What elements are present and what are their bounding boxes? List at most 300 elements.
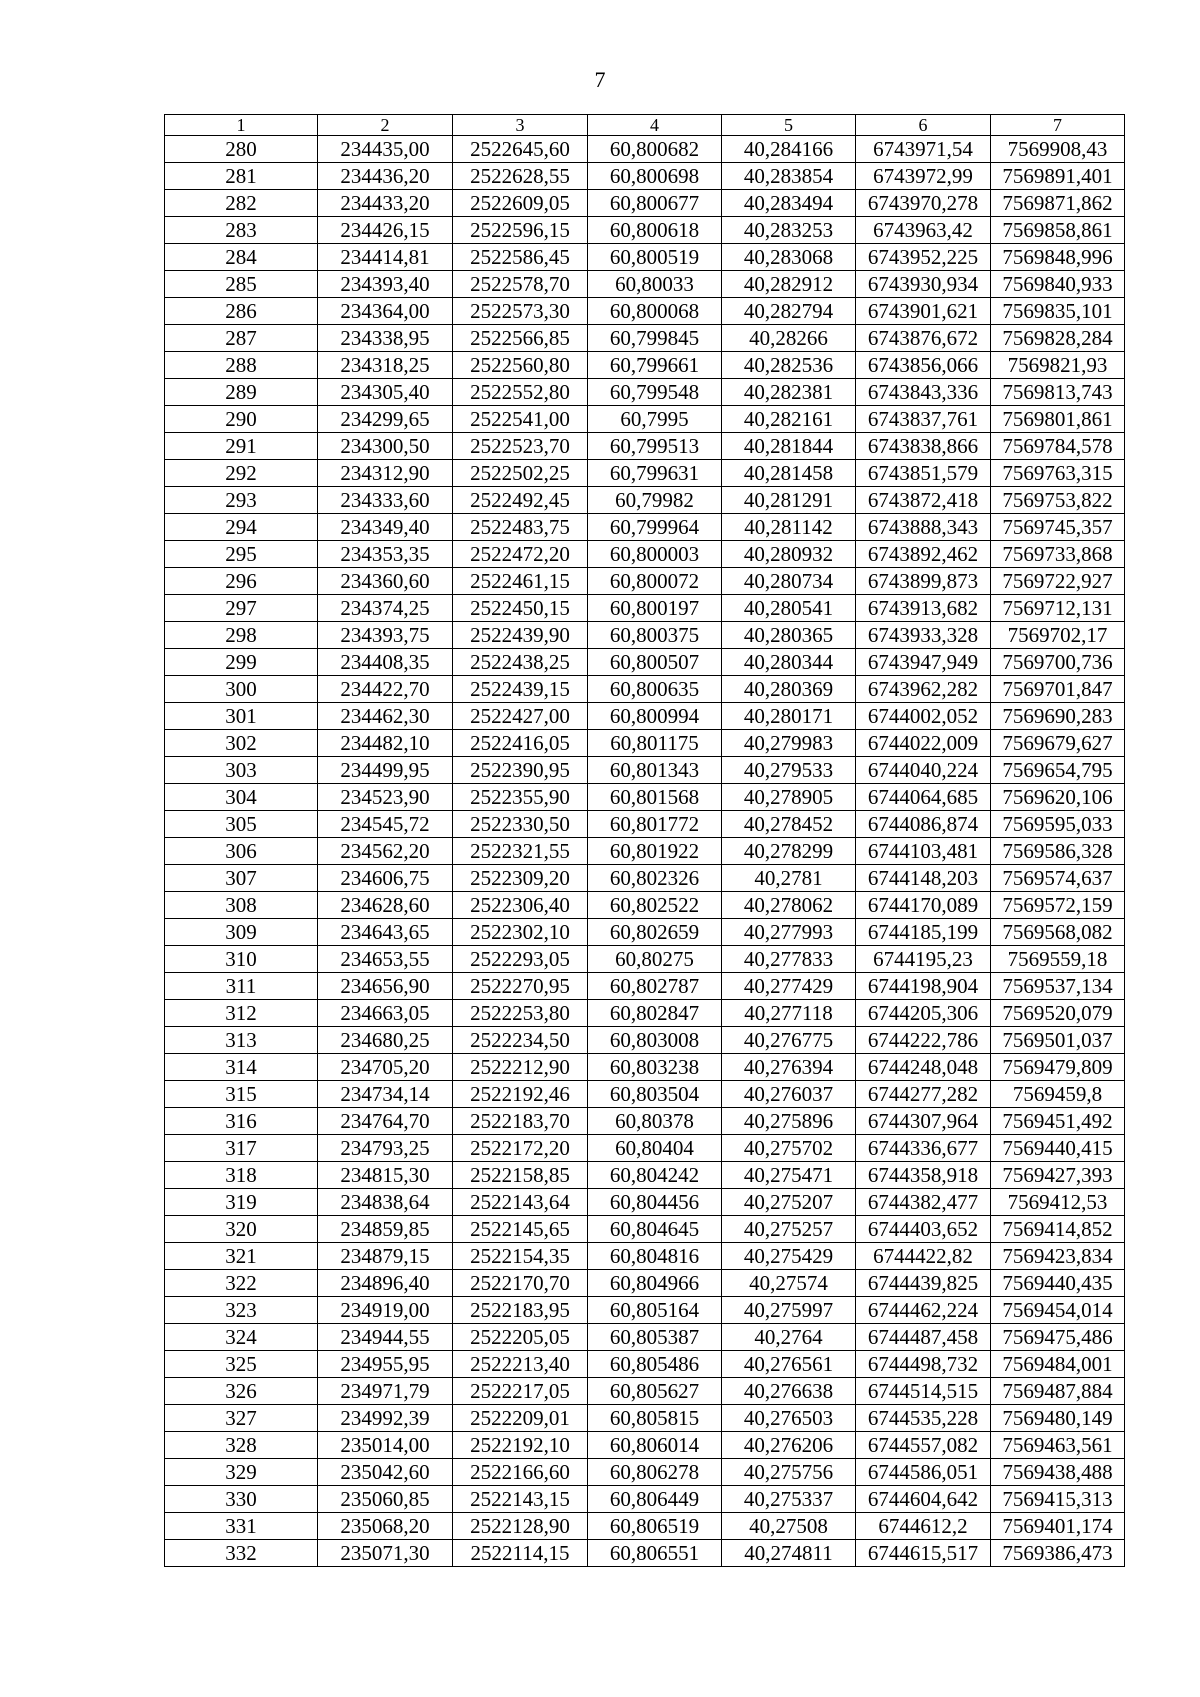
table-cell-col-6: 6744358,918 <box>856 1162 991 1189</box>
table-cell-col-6: 6743901,621 <box>856 298 991 325</box>
table-cell-col-1: 300 <box>165 676 318 703</box>
table-cell-col-1: 321 <box>165 1243 318 1270</box>
table-cell-col-7: 7569440,435 <box>991 1270 1125 1297</box>
table-cell-col-6: 6744557,082 <box>856 1432 991 1459</box>
table-cell-col-1: 308 <box>165 892 318 919</box>
table-cell-col-1: 327 <box>165 1405 318 1432</box>
table-cell-col-5: 40,275702 <box>722 1135 856 1162</box>
table-cell-col-2: 234793,25 <box>318 1135 453 1162</box>
table-cell-col-7: 7569475,486 <box>991 1324 1125 1351</box>
table-cell-col-5: 40,275756 <box>722 1459 856 1486</box>
table-cell-col-5: 40,281844 <box>722 433 856 460</box>
table-cell-col-6: 6743933,328 <box>856 622 991 649</box>
table-cell-col-3: 2522541,00 <box>453 406 588 433</box>
table-cell-col-5: 40,278062 <box>722 892 856 919</box>
table-cell-col-2: 234299,65 <box>318 406 453 433</box>
table-cell-col-1: 301 <box>165 703 318 730</box>
table-cell-col-6: 6744148,203 <box>856 865 991 892</box>
table-cell-col-5: 40,275207 <box>722 1189 856 1216</box>
table-cell-col-2: 235068,20 <box>318 1513 453 1540</box>
table-cell-col-2: 234360,60 <box>318 568 453 595</box>
table-cell-col-4: 60,803008 <box>588 1027 722 1054</box>
table-cell-col-1: 285 <box>165 271 318 298</box>
table-cell-col-7: 7569586,328 <box>991 838 1125 865</box>
table-cell-col-1: 310 <box>165 946 318 973</box>
table-cell-col-5: 40,283068 <box>722 244 856 271</box>
table-cell-col-7: 7569451,492 <box>991 1108 1125 1135</box>
table-cell-col-4: 60,806449 <box>588 1486 722 1513</box>
table-cell-col-3: 2522183,70 <box>453 1108 588 1135</box>
column-header-5: 5 <box>722 115 856 136</box>
table-cell-col-5: 40,275337 <box>722 1486 856 1513</box>
table-cell-col-6: 6744248,048 <box>856 1054 991 1081</box>
table-cell-col-1: 319 <box>165 1189 318 1216</box>
table-cell-col-7: 7569427,393 <box>991 1162 1125 1189</box>
table-cell-col-5: 40,275429 <box>722 1243 856 1270</box>
table-cell-col-5: 40,2764 <box>722 1324 856 1351</box>
table-cell-col-1: 313 <box>165 1027 318 1054</box>
table-cell-col-2: 234435,00 <box>318 136 453 163</box>
table-cell-col-5: 40,281142 <box>722 514 856 541</box>
table-cell-col-3: 2522192,46 <box>453 1081 588 1108</box>
table-cell-col-1: 290 <box>165 406 318 433</box>
table-cell-col-7: 7569454,014 <box>991 1297 1125 1324</box>
table-cell-col-6: 6744462,224 <box>856 1297 991 1324</box>
table-cell-col-6: 6744422,82 <box>856 1243 991 1270</box>
table-cell-col-3: 2522143,15 <box>453 1486 588 1513</box>
column-header-2: 2 <box>318 115 453 136</box>
table-cell-col-3: 2522502,25 <box>453 460 588 487</box>
table-cell-col-4: 60,804242 <box>588 1162 722 1189</box>
table-cell-col-1: 326 <box>165 1378 318 1405</box>
table-cell-col-2: 234815,30 <box>318 1162 453 1189</box>
table-cell-col-5: 40,277118 <box>722 1000 856 1027</box>
table-row <box>165 865 1125 892</box>
table-cell-col-2: 234944,55 <box>318 1324 453 1351</box>
table-row <box>165 487 1125 514</box>
table-row <box>165 784 1125 811</box>
column-header-6: 6 <box>856 115 991 136</box>
column-header-3: 3 <box>453 115 588 136</box>
table-cell-col-6: 6744170,089 <box>856 892 991 919</box>
table-cell-col-4: 60,806519 <box>588 1513 722 1540</box>
table-cell-col-1: 297 <box>165 595 318 622</box>
table-cell-col-5: 40,282912 <box>722 271 856 298</box>
table-row <box>165 892 1125 919</box>
table-cell-col-7: 7569415,313 <box>991 1486 1125 1513</box>
table-cell-col-6: 6743963,42 <box>856 217 991 244</box>
table-cell-col-6: 6744277,282 <box>856 1081 991 1108</box>
column-header-4: 4 <box>588 115 722 136</box>
table-row <box>165 1405 1125 1432</box>
table-cell-col-2: 234353,35 <box>318 541 453 568</box>
table-cell-col-2: 234349,40 <box>318 514 453 541</box>
table-cell-col-5: 40,281458 <box>722 460 856 487</box>
table-header <box>165 115 1125 136</box>
table-cell-col-1: 311 <box>165 973 318 1000</box>
table-cell-col-4: 60,805486 <box>588 1351 722 1378</box>
table-cell-col-2: 234393,75 <box>318 622 453 649</box>
table-cell-col-5: 40,276206 <box>722 1432 856 1459</box>
table-cell-col-4: 60,80404 <box>588 1135 722 1162</box>
table-cell-col-6: 6743930,934 <box>856 271 991 298</box>
table-cell-col-4: 60,799513 <box>588 433 722 460</box>
table-cell-col-1: 288 <box>165 352 318 379</box>
table-cell-col-2: 234656,90 <box>318 973 453 1000</box>
table-cell-col-5: 40,276775 <box>722 1027 856 1054</box>
table-cell-col-7: 7569784,578 <box>991 433 1125 460</box>
table-cell-col-1: 283 <box>165 217 318 244</box>
table-cell-col-6: 6744586,051 <box>856 1459 991 1486</box>
table-cell-col-1: 282 <box>165 190 318 217</box>
table-cell-col-1: 302 <box>165 730 318 757</box>
table-cell-col-4: 60,799548 <box>588 379 722 406</box>
table-cell-col-1: 292 <box>165 460 318 487</box>
table-cell-col-4: 60,800003 <box>588 541 722 568</box>
table-cell-col-6: 6743972,99 <box>856 163 991 190</box>
table-cell-col-5: 40,276037 <box>722 1081 856 1108</box>
table-cell-col-5: 40,283854 <box>722 163 856 190</box>
table-cell-col-3: 2522330,50 <box>453 811 588 838</box>
table-cell-col-3: 2522628,55 <box>453 163 588 190</box>
table-cell-col-5: 40,276561 <box>722 1351 856 1378</box>
table-cell-col-4: 60,799845 <box>588 325 722 352</box>
table-cell-col-5: 40,28266 <box>722 325 856 352</box>
table-cell-col-4: 60,801922 <box>588 838 722 865</box>
table-cell-col-4: 60,800635 <box>588 676 722 703</box>
table-cell-col-3: 2522302,10 <box>453 919 588 946</box>
table-cell-col-5: 40,277833 <box>722 946 856 973</box>
table-cell-col-2: 234364,00 <box>318 298 453 325</box>
table-cell-col-1: 320 <box>165 1216 318 1243</box>
table-cell-col-6: 6744195,23 <box>856 946 991 973</box>
table-row <box>165 1000 1125 1027</box>
table-row <box>165 1216 1125 1243</box>
table-cell-col-6: 6744615,517 <box>856 1540 991 1567</box>
table-cell-col-2: 234919,00 <box>318 1297 453 1324</box>
table-cell-col-5: 40,278452 <box>722 811 856 838</box>
table-cell-col-7: 7569891,401 <box>991 163 1125 190</box>
table-cell-col-6: 6744307,964 <box>856 1108 991 1135</box>
table-cell-col-7: 7569753,822 <box>991 487 1125 514</box>
table-cell-col-1: 328 <box>165 1432 318 1459</box>
table-cell-col-7: 7569480,149 <box>991 1405 1125 1432</box>
table-cell-col-5: 40,283253 <box>722 217 856 244</box>
table-cell-col-1: 303 <box>165 757 318 784</box>
table-cell-col-5: 40,282161 <box>722 406 856 433</box>
table-cell-col-2: 234462,30 <box>318 703 453 730</box>
table-cell-col-1: 304 <box>165 784 318 811</box>
table-cell-col-1: 331 <box>165 1513 318 1540</box>
table-cell-col-3: 2522183,95 <box>453 1297 588 1324</box>
table-row <box>165 1108 1125 1135</box>
table-cell-col-3: 2522293,05 <box>453 946 588 973</box>
table-cell-col-7: 7569679,627 <box>991 730 1125 757</box>
table-cell-col-3: 2522427,00 <box>453 703 588 730</box>
table-cell-col-3: 2522566,85 <box>453 325 588 352</box>
table-cell-col-2: 234764,70 <box>318 1108 453 1135</box>
table-cell-col-3: 2522192,10 <box>453 1432 588 1459</box>
table-cell-col-7: 7569835,101 <box>991 298 1125 325</box>
table-row <box>165 1270 1125 1297</box>
table-cell-col-7: 7569440,415 <box>991 1135 1125 1162</box>
table-cell-col-7: 7569572,159 <box>991 892 1125 919</box>
table-row <box>165 1135 1125 1162</box>
table-cell-col-6: 6743851,579 <box>856 460 991 487</box>
table-cell-col-7: 7569574,637 <box>991 865 1125 892</box>
table-cell-col-5: 40,27574 <box>722 1270 856 1297</box>
table-row <box>165 190 1125 217</box>
table-cell-col-1: 293 <box>165 487 318 514</box>
table-cell-col-1: 281 <box>165 163 318 190</box>
table-cell-col-5: 40,277429 <box>722 973 856 1000</box>
table-row <box>165 244 1125 271</box>
table-row <box>165 514 1125 541</box>
table-cell-col-3: 2522158,85 <box>453 1162 588 1189</box>
table-row <box>165 973 1125 1000</box>
table-cell-col-7: 7569813,743 <box>991 379 1125 406</box>
table-cell-col-7: 7569871,862 <box>991 190 1125 217</box>
table-cell-col-1: 329 <box>165 1459 318 1486</box>
table-cell-col-4: 60,80275 <box>588 946 722 973</box>
table-cell-col-5: 40,276638 <box>722 1378 856 1405</box>
table-row <box>165 163 1125 190</box>
table-cell-col-6: 6744612,2 <box>856 1513 991 1540</box>
table-cell-col-1: 332 <box>165 1540 318 1567</box>
table-cell-col-2: 234628,60 <box>318 892 453 919</box>
table-cell-col-5: 40,280171 <box>722 703 856 730</box>
table-cell-col-7: 7569414,852 <box>991 1216 1125 1243</box>
table-cell-col-6: 6744103,481 <box>856 838 991 865</box>
table-cell-col-3: 2522492,45 <box>453 487 588 514</box>
table-cell-col-4: 60,804456 <box>588 1189 722 1216</box>
table-cell-col-6: 6743952,225 <box>856 244 991 271</box>
table-row <box>165 325 1125 352</box>
table-cell-col-1: 325 <box>165 1351 318 1378</box>
table-cell-col-2: 234312,90 <box>318 460 453 487</box>
table-cell-col-5: 40,274811 <box>722 1540 856 1567</box>
table-cell-col-6: 6744403,652 <box>856 1216 991 1243</box>
table-cell-col-7: 7569423,834 <box>991 1243 1125 1270</box>
table-cell-col-2: 234414,81 <box>318 244 453 271</box>
table-cell-col-2: 234838,64 <box>318 1189 453 1216</box>
table-cell-col-6: 6743872,418 <box>856 487 991 514</box>
table-cell-col-5: 40,280932 <box>722 541 856 568</box>
table-cell-col-4: 60,80378 <box>588 1108 722 1135</box>
table-cell-col-7: 7569401,174 <box>991 1513 1125 1540</box>
table-cell-col-5: 40,275896 <box>722 1108 856 1135</box>
table-cell-col-5: 40,279533 <box>722 757 856 784</box>
table-row <box>165 946 1125 973</box>
table-row <box>165 1432 1125 1459</box>
table-cell-col-6: 6743899,873 <box>856 568 991 595</box>
table-cell-col-6: 6744487,458 <box>856 1324 991 1351</box>
table-row <box>165 649 1125 676</box>
table-cell-col-4: 60,800197 <box>588 595 722 622</box>
table-cell-col-4: 60,805164 <box>588 1297 722 1324</box>
table-cell-col-4: 60,800068 <box>588 298 722 325</box>
table-cell-col-1: 317 <box>165 1135 318 1162</box>
table-cell-col-5: 40,275471 <box>722 1162 856 1189</box>
table-cell-col-2: 234393,40 <box>318 271 453 298</box>
table-row <box>165 838 1125 865</box>
table-cell-col-1: 305 <box>165 811 318 838</box>
table-cell-col-4: 60,801568 <box>588 784 722 811</box>
table-cell-col-4: 60,802522 <box>588 892 722 919</box>
table-cell-col-6: 6744086,874 <box>856 811 991 838</box>
table-row <box>165 676 1125 703</box>
table-cell-col-3: 2522270,95 <box>453 973 588 1000</box>
table-cell-col-6: 6743843,336 <box>856 379 991 406</box>
table-cell-col-6: 6743856,066 <box>856 352 991 379</box>
table-row <box>165 1027 1125 1054</box>
table-cell-col-5: 40,280344 <box>722 649 856 676</box>
table-cell-col-3: 2522143,64 <box>453 1189 588 1216</box>
table-cell-col-2: 234433,20 <box>318 190 453 217</box>
table-cell-col-4: 60,802326 <box>588 865 722 892</box>
table-cell-col-2: 234705,20 <box>318 1054 453 1081</box>
table-cell-col-2: 234643,65 <box>318 919 453 946</box>
table-cell-col-2: 234426,15 <box>318 217 453 244</box>
table-cell-col-4: 60,800375 <box>588 622 722 649</box>
table-row <box>165 271 1125 298</box>
table-cell-col-6: 6744185,199 <box>856 919 991 946</box>
table-cell-col-3: 2522154,35 <box>453 1243 588 1270</box>
table-cell-col-2: 234408,35 <box>318 649 453 676</box>
column-header-7: 7 <box>991 115 1125 136</box>
table-row <box>165 1297 1125 1324</box>
table-cell-col-7: 7569763,315 <box>991 460 1125 487</box>
table-cell-col-4: 60,805627 <box>588 1378 722 1405</box>
table-cell-col-1: 289 <box>165 379 318 406</box>
table-cell-col-4: 60,801175 <box>588 730 722 757</box>
table-cell-col-4: 60,801343 <box>588 757 722 784</box>
table-cell-col-3: 2522205,05 <box>453 1324 588 1351</box>
table-cell-col-6: 6744604,642 <box>856 1486 991 1513</box>
table-cell-col-6: 6744382,477 <box>856 1189 991 1216</box>
table-cell-col-5: 40,282381 <box>722 379 856 406</box>
table-cell-col-2: 234879,15 <box>318 1243 453 1270</box>
table-cell-col-5: 40,276394 <box>722 1054 856 1081</box>
table-cell-col-3: 2522355,90 <box>453 784 588 811</box>
table-cell-col-2: 234482,10 <box>318 730 453 757</box>
table-cell-col-4: 60,800682 <box>588 136 722 163</box>
header-row <box>165 115 1125 136</box>
table-cell-col-3: 2522645,60 <box>453 136 588 163</box>
table-cell-col-4: 60,806551 <box>588 1540 722 1567</box>
table-cell-col-3: 2522212,90 <box>453 1054 588 1081</box>
table-cell-col-5: 40,279983 <box>722 730 856 757</box>
table-cell-col-2: 234422,70 <box>318 676 453 703</box>
table-row <box>165 433 1125 460</box>
table-cell-col-1: 315 <box>165 1081 318 1108</box>
table-cell-col-4: 60,804645 <box>588 1216 722 1243</box>
table-row <box>165 1378 1125 1405</box>
column-header-1: 1 <box>165 115 318 136</box>
table-cell-col-3: 2522578,70 <box>453 271 588 298</box>
table-cell-col-6: 6743892,462 <box>856 541 991 568</box>
table-cell-col-5: 40,2781 <box>722 865 856 892</box>
table-cell-col-4: 60,802847 <box>588 1000 722 1027</box>
table-row <box>165 730 1125 757</box>
table-row <box>165 217 1125 244</box>
table-cell-col-2: 235042,60 <box>318 1459 453 1486</box>
table-cell-col-2: 235014,00 <box>318 1432 453 1459</box>
table-row <box>165 1351 1125 1378</box>
table-cell-col-1: 330 <box>165 1486 318 1513</box>
table-cell-col-6: 6744514,515 <box>856 1378 991 1405</box>
table-cell-col-6: 6743876,672 <box>856 325 991 352</box>
table-cell-col-4: 60,80033 <box>588 271 722 298</box>
table-cell-col-5: 40,275997 <box>722 1297 856 1324</box>
table-cell-col-6: 6744336,677 <box>856 1135 991 1162</box>
table-cell-col-7: 7569459,8 <box>991 1081 1125 1108</box>
table-cell-col-7: 7569484,001 <box>991 1351 1125 1378</box>
table-cell-col-6: 6744535,228 <box>856 1405 991 1432</box>
table-cell-col-3: 2522306,40 <box>453 892 588 919</box>
table-cell-col-6: 6743962,282 <box>856 676 991 703</box>
table-cell-col-5: 40,280365 <box>722 622 856 649</box>
table-cell-col-3: 2522461,15 <box>453 568 588 595</box>
table-cell-col-4: 60,799661 <box>588 352 722 379</box>
table-cell-col-6: 6744205,306 <box>856 1000 991 1027</box>
table-cell-col-1: 306 <box>165 838 318 865</box>
table-cell-col-7: 7569821,93 <box>991 352 1125 379</box>
table-cell-col-7: 7569722,927 <box>991 568 1125 595</box>
table-row <box>165 757 1125 784</box>
table-cell-col-5: 40,277993 <box>722 919 856 946</box>
table-cell-col-1: 298 <box>165 622 318 649</box>
page-number: 7 <box>594 67 606 92</box>
table-cell-col-3: 2522438,25 <box>453 649 588 676</box>
table-cell-col-3: 2522166,60 <box>453 1459 588 1486</box>
table-cell-col-6: 6744064,685 <box>856 784 991 811</box>
table-cell-col-1: 318 <box>165 1162 318 1189</box>
table-cell-col-7: 7569386,473 <box>991 1540 1125 1567</box>
table-cell-col-6: 6743837,761 <box>856 406 991 433</box>
table-cell-col-3: 2522213,40 <box>453 1351 588 1378</box>
table-cell-col-7: 7569858,861 <box>991 217 1125 244</box>
table-cell-col-7: 7569438,488 <box>991 1459 1125 1486</box>
table-cell-col-1: 324 <box>165 1324 318 1351</box>
table-cell-col-1: 291 <box>165 433 318 460</box>
table-cell-col-2: 234562,20 <box>318 838 453 865</box>
table-cell-col-2: 234333,60 <box>318 487 453 514</box>
table-cell-col-4: 60,802659 <box>588 919 722 946</box>
table-cell-col-1: 323 <box>165 1297 318 1324</box>
table-cell-col-3: 2522172,20 <box>453 1135 588 1162</box>
table-cell-col-4: 60,806278 <box>588 1459 722 1486</box>
table-cell-col-2: 234734,14 <box>318 1081 453 1108</box>
table-cell-col-2: 234653,55 <box>318 946 453 973</box>
table-cell-col-3: 2522609,05 <box>453 190 588 217</box>
table-row <box>165 1324 1125 1351</box>
table-cell-col-3: 2522560,80 <box>453 352 588 379</box>
table-cell-col-4: 60,805815 <box>588 1405 722 1432</box>
table-cell-col-2: 234992,39 <box>318 1405 453 1432</box>
table-cell-col-1: 284 <box>165 244 318 271</box>
table-cell-col-4: 60,805387 <box>588 1324 722 1351</box>
table-cell-col-3: 2522439,90 <box>453 622 588 649</box>
table-row <box>165 1459 1125 1486</box>
table-cell-col-6: 6744198,904 <box>856 973 991 1000</box>
table-cell-col-1: 312 <box>165 1000 318 1027</box>
table-cell-col-1: 286 <box>165 298 318 325</box>
table-cell-col-2: 234300,50 <box>318 433 453 460</box>
table-cell-col-4: 60,800994 <box>588 703 722 730</box>
table-cell-col-3: 2522309,20 <box>453 865 588 892</box>
table-cell-col-1: 322 <box>165 1270 318 1297</box>
